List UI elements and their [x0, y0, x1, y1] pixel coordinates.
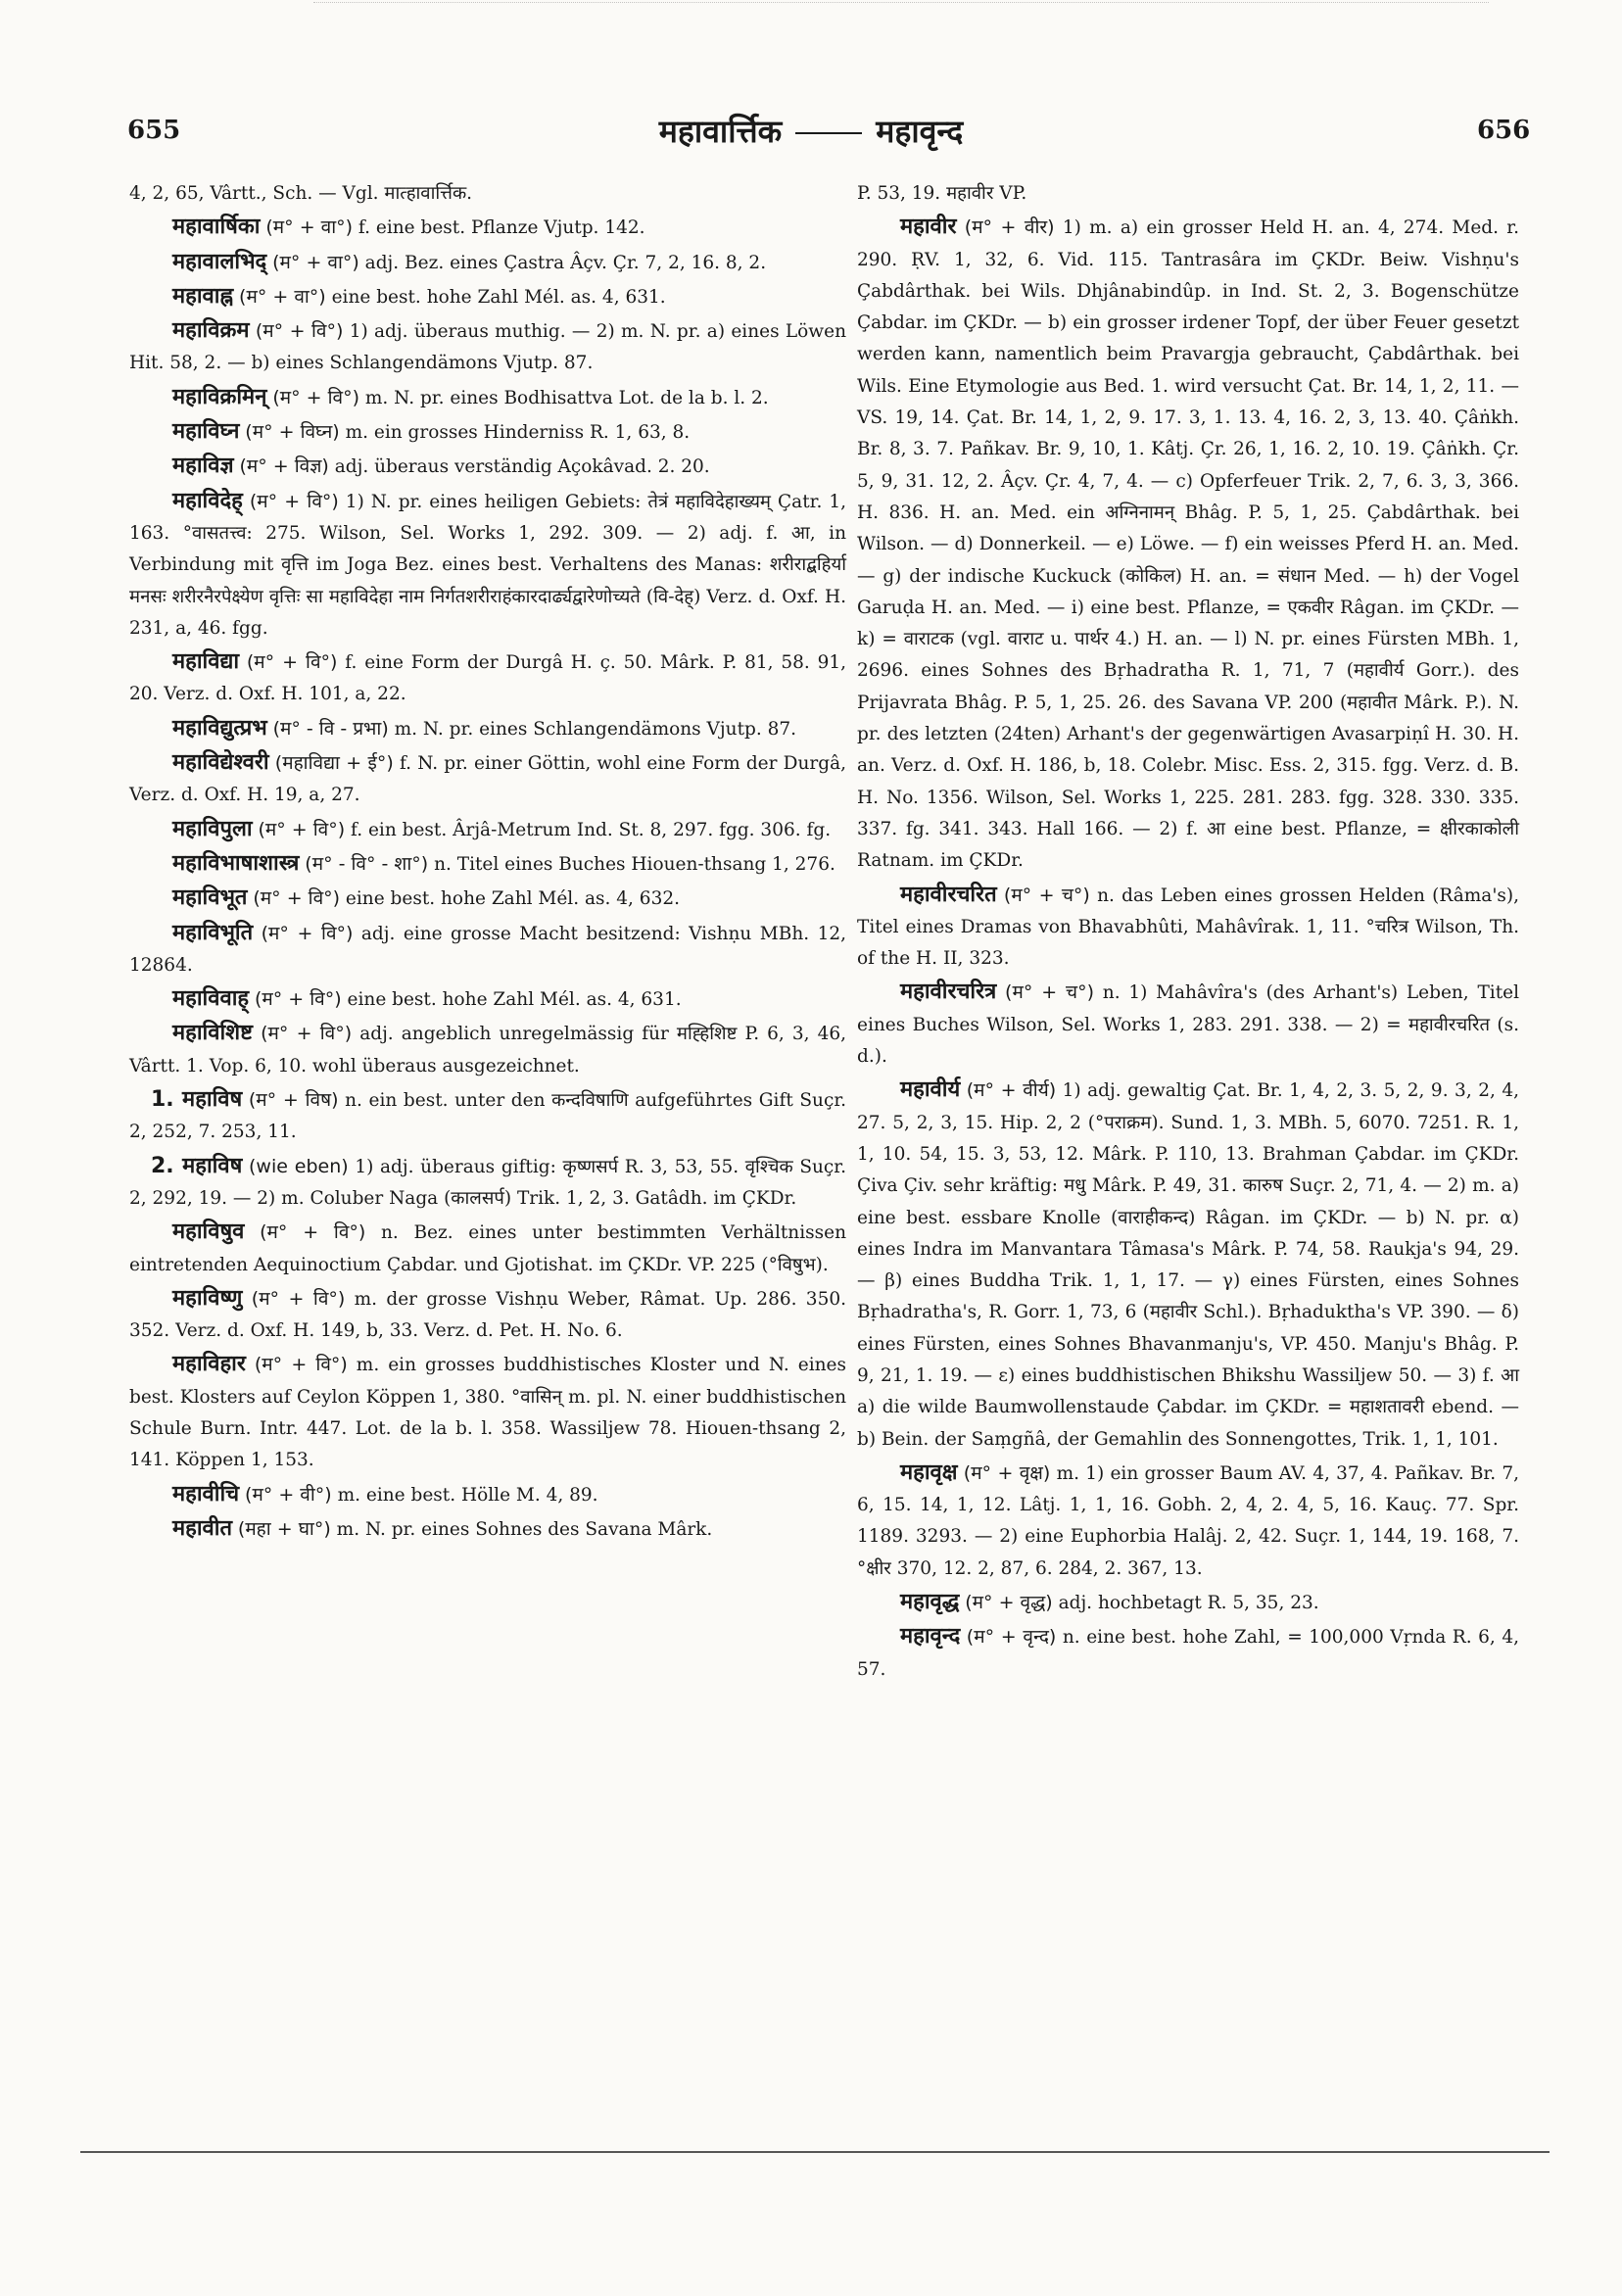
- entry-etymology: (wie eben): [249, 1155, 349, 1177]
- entry-definition: adj. eine grosse Macht besitzend: Vishṇu MBh. 12, 12864.: [129, 923, 846, 976]
- dictionary-entry: [129, 814, 846, 846]
- entry-headword: महाविभूति: [172, 920, 254, 945]
- entry-headword: महावृक्ष: [900, 1459, 958, 1485]
- entry-etymology: (म° + वि°): [246, 651, 338, 674]
- entry-headword: महाविषुव: [172, 1220, 245, 1245]
- entry-definition: n. 1) Mahâvîra's (des Arhant's) Leben, Titel eines Buches Wilson, Sel. Works 1, 283. 291. 338. — 2) = महावीरचरित (s. d.).: [857, 982, 1519, 1068]
- entry-definition: 1) adj. überaus muthig. — 2) m. N. pr. a) eines Löwen Hit. 58, 2. — b) eines Schlangendämons Vjutp. 87.: [129, 321, 847, 374]
- entry-headword: 2. महाविष: [151, 1153, 243, 1178]
- entry-definition: adj. überaus verständig Açokâvad. 2. 20.: [328, 456, 710, 478]
- entry-etymology: (म° + वि°): [260, 1221, 366, 1244]
- running-head-last: महावृन्द: [876, 113, 964, 150]
- entry-headword: महावीत: [172, 1515, 233, 1541]
- entry-headword: महावालभिद्: [172, 249, 267, 274]
- entry-headword: महावीर्य: [900, 1077, 961, 1103]
- dictionary-entry: [129, 1513, 846, 1546]
- entry-etymology: (म° + च°): [1005, 981, 1095, 1004]
- entry-etymology: (म° + वा°): [239, 285, 326, 308]
- entry-definition: eine best. hohe Zahl Mél. as. 4, 631.: [341, 989, 682, 1011]
- entry-etymology: (म° + वीर्य): [966, 1079, 1057, 1102]
- entry-definition: f. N. pr. einer Göttin, wohl eine Form der Durgâ, Verz. d. Oxf. H. 19, a, 27.: [129, 753, 846, 806]
- entry-definition: 1) adj. gewaltig Çat. Br. 1, 4, 2, 3. 5, 2, 9. 3, 2, 4, 27. 5, 2, 3, 15. Hip. 2, 2 (°पराक्रम). Sund. 1, 3. MBh. 5, 6070. 7251. R. 1, 1, 10. 54, 15. 3, 53, 12. Mârk. P. 110, 13. Brahman Çabdar. im ÇKDr. Çiva Çiv. sehr kräftig: मधु Mârk. P. 49, 31. कारुष Suçr. 2, 71, 4. — 2) m. a) eine best. essbare Knolle (वाराहीकन्द) Râgan. im ÇKDr. — b) N. pr. α) eines Indra im Manvantara Tâmasa's Mârk. P. 74, 58. Raukja's 94, 29. — β) eines Buddha Trik. 1, 1, 17. — γ) eines Fürsten, eines Sohnes Bṛhadratha's, R. Gorr. 1, 73, 6 (महावीर Schl.). Bṛhaduktha's VP. 390. — δ) eines Fürsten, eines Sohnes Bhavanmanju's, VP. 450. Manju's Bhâg. P. 9, 21, 1. 19. — ε) eines buddhistischen Bhikshu Wassiljew 50. — 3) f. आ a) die wilde Baumwollenstaude Çabdar. im ÇKDr. = महाशतावरी ebend. — b) Bein. der Saṃgñâ, der Gemahlin des Sonnengottes, Trik. 1, 1, 101.: [857, 1080, 1519, 1450]
- entry-etymology: (म° + च°): [1003, 884, 1090, 906]
- entry-headword: महाविद्युत्प्रभ: [172, 715, 267, 741]
- entry-etymology: (म° + वि°): [258, 818, 346, 840]
- dictionary-entry: [129, 747, 846, 812]
- entry-definition: n. Bez. eines unter bestimmten Verhältnissen eintretenden Aequinoctium Çabdar. und Gjotishat. im ÇKDr. VP. 225 (°विषुभ).: [129, 1222, 846, 1275]
- dictionary-entry: [129, 1018, 846, 1082]
- dictionary-entry: [857, 1075, 1519, 1456]
- running-head: [0, 110, 1622, 152]
- entry-headword: महाविक्रमिन्: [172, 384, 267, 409]
- dictionary-entry: [129, 1479, 846, 1511]
- entry-definition: m. N. pr. eines Sohnes des Savana Mârk.: [330, 1518, 713, 1540]
- entry-definition: n. ein best. unter den कन्दविषाणि aufgeführtes Gift Suçr. 2, 252, 7. 253, 11.: [129, 1090, 847, 1143]
- running-head-dash: [795, 132, 862, 134]
- entry-headword: महाविदेह्: [172, 488, 243, 513]
- entry-etymology: (महाविद्या + ई°): [274, 752, 394, 775]
- left-column: [129, 178, 846, 1548]
- dictionary-entry: [129, 1084, 846, 1149]
- entry-etymology: (म° + वि°): [253, 887, 341, 910]
- entry-headword: महाविक्रम: [172, 318, 250, 344]
- entry-etymology: (म° + वृक्ष): [963, 1461, 1051, 1484]
- entry-definition: f. ein best. Ârjâ-Metrum Ind. St. 8, 297. fgg. 306. fg.: [345, 819, 832, 840]
- entry-headword: महावृद्ध: [900, 1590, 960, 1615]
- entry-headword: महाविद्येश्वरी: [172, 750, 269, 776]
- page-number-left: 655: [127, 116, 181, 145]
- dictionary-entry: [857, 880, 1519, 976]
- dictionary-entry: [857, 977, 1519, 1073]
- entry-definition: eine best. hohe Zahl Mél. as. 4, 631.: [325, 286, 666, 308]
- entry-definition: adj. angeblich unregelmässig für मह्हिशिष्ट P. 6, 3, 46, Vârtt. 1. Vop. 6, 10. wohl überaus ausgezeichnet.: [129, 1024, 847, 1076]
- bottom-rule: [80, 2151, 1550, 2153]
- entry-etymology: (म° + वि°): [251, 1287, 346, 1310]
- dictionary-entry: [129, 315, 846, 380]
- dictionary-entry: [129, 713, 846, 745]
- entry-definition: n. das Leben eines grossen Helden (Râma's), Titel eines Dramas von Bhavabhûti, Mahâvîrak. 1, 11. °चरित्र Wilson, Th. of the H. II, 323.: [857, 885, 1519, 970]
- dictionary-entry: [129, 247, 846, 279]
- dictionary-entry: [129, 281, 846, 313]
- page-number-right: 656: [1477, 116, 1531, 145]
- entry-etymology: (म° + वा°): [265, 216, 354, 239]
- entry-definition: n. eine best. hohe Zahl, = 100,000 Vṛnda R. 6, 4, 57.: [857, 1627, 1519, 1680]
- entry-etymology: (म° - वि° - शा°): [305, 852, 429, 875]
- dictionary-entry: [857, 1587, 1519, 1619]
- entry-definition: 1) N. pr. eines heiligen Gebiets: तेत्रं महाविदेहाख्यम् Çatr. 1, 163. °वासतत्त्व: 275. Wilson, Sel. Works 1, 292. 309. — 2) adj. f. आ, in Verbindung mit वृत्ति im Joga Bez. eines best. Verhaltens des Manas: शरीराद्बहिर्या मनसः शरीरनैरपेक्ष्येण वृत्तिः सा महाविदेहा नाम निर्गतशरीराहंकारदार्ढ्यद्वारेणोच्यते (वि-देह्) Verz. d. Oxf. H. 231, a, 46. fgg.: [129, 491, 846, 639]
- dictionary-entry: [857, 1621, 1519, 1686]
- entry-etymology: (महा + घा°): [237, 1517, 331, 1540]
- entry-etymology: (म° + विष): [248, 1089, 339, 1112]
- entry-headword: महाविवाह्: [172, 986, 250, 1012]
- entry-definition: 4, 2, 65, Vârtt., Sch. — Vgl. मात्हावार्त्तिक.: [129, 183, 473, 204]
- entry-definition: f. eine Form der Durgâ H. ç. 50. Mârk. P. 81, 58. 91, 20. Verz. d. Oxf. H. 101, a, 22.: [129, 652, 847, 705]
- dictionary-entry: [129, 883, 846, 915]
- entry-etymology: (म° + वृन्द): [966, 1626, 1057, 1649]
- dictionary-entry: [129, 1283, 846, 1348]
- entry-etymology: (म° + वि°): [249, 490, 339, 512]
- entry-definition: f. eine best. Pflanze Vjutp. 142.: [353, 217, 645, 239]
- entry-headword: महाविभाषाशास्त्र: [172, 850, 300, 876]
- entry-headword: महावीर: [900, 215, 957, 240]
- scan-artifact: [313, 2, 1489, 9]
- dictionary-entry: [129, 918, 846, 982]
- dictionary-entry: [857, 178, 1519, 210]
- dictionary-entry: [129, 451, 846, 483]
- entry-etymology: (म° - वि - प्रभा): [272, 717, 389, 740]
- entry-etymology: (म° + वा°): [272, 251, 359, 273]
- entry-etymology: (म° + वि°): [255, 320, 344, 343]
- entry-etymology: (म° + वि°): [261, 1023, 353, 1045]
- entry-headword: महाविभूत: [172, 885, 248, 911]
- entry-definition: m. N. pr. eines Bodhisattva Lot. de la b. l. 2.: [359, 387, 769, 408]
- dictionary-entry: [129, 178, 846, 210]
- entry-definition: P. 53, 19. महावीर VP.: [857, 183, 1027, 204]
- entry-headword: महाविज्ञ: [172, 454, 234, 479]
- entry-headword: महावीरचरित्र: [900, 980, 997, 1005]
- dictionary-entry: [129, 1349, 846, 1476]
- entry-definition: m. der grosse Vishṇu Weber, Râmat. Up. 286. 350. 352. Verz. d. Oxf. H. 149, b, 33. Verz. d. Pet. H. No. 6.: [129, 1288, 846, 1342]
- entry-headword: महाविशिष्ट: [172, 1021, 253, 1046]
- entry-headword: महावाह्न: [172, 283, 234, 309]
- entry-headword: महावीरचरित: [900, 882, 997, 907]
- entry-etymology: (म° + विघ्न): [245, 421, 340, 444]
- dictionary-entry: [857, 212, 1519, 877]
- entry-definition: m. 1) ein grosser Baum AV. 4, 37, 4. Pañkav. Br. 7, 6, 15. 14, 1, 12. Lâtj. 1, 1, 16. Gobh. 2, 4, 2. 4, 5, 16. Kauç. 77. Spr. 1189. 3293. — 2) eine Euphorbia Halâj. 2, 42. Suçr. 1, 144, 19. 168, 7. °क्षीर 370, 12. 2, 87, 6. 284, 2. 367, 13.: [857, 1462, 1519, 1579]
- dictionary-entry: [129, 1151, 846, 1216]
- entry-etymology: (म° + वीर): [964, 216, 1055, 239]
- entry-definition: m. N. pr. eines Schlangendämons Vjutp. 87.: [388, 718, 797, 740]
- dictionary-entry: [129, 1217, 846, 1281]
- dictionary-entry: [129, 848, 846, 881]
- entry-headword: महावृन्द: [900, 1624, 961, 1650]
- entry-headword: महाविघ्न: [172, 419, 240, 445]
- entry-definition: m. ein grosses Hinderniss R. 1, 63, 8.: [339, 422, 691, 444]
- running-head-first: महावार्त्तिक: [658, 113, 783, 150]
- entry-definition: m. eine best. Hölle M. 4, 89.: [331, 1484, 598, 1506]
- entry-headword: महाविहार: [172, 1352, 246, 1377]
- entry-headword: महावार्षिका: [172, 215, 261, 240]
- dictionary-entry: [129, 382, 846, 414]
- entry-definition: n. Titel eines Buches Hiouen-thsang 1, 276.: [428, 853, 835, 875]
- entry-etymology: (म° + वि°): [254, 988, 342, 1011]
- entry-etymology: (म° + वि°): [254, 1354, 348, 1376]
- entry-headword: महाविष्णु: [172, 1285, 243, 1311]
- entry-etymology: (म° + वि°): [261, 922, 354, 944]
- entry-definition: eine best. hohe Zahl Mél. as. 4, 632.: [340, 888, 680, 910]
- dictionary-entry: [129, 212, 846, 244]
- entry-definition: 1) m. a) ein grosser Held H. an. 4, 274. Med. r. 290. ṚV. 1, 32, 6. Vid. 115. Tantrasâra im ÇKDr. Beiw. Vishṇu's Çabdârthak. bei Wils. Dhjânabindûp. in Ind. St. 2, 3. Bogenschütze Çabdar. im ÇKDr. — b) ein grosser irdener Topf, der über Feuer gesetzt werden kann, namentlich beim Pravargja gebraucht, Çabdârthak. bei Wils. Eine Etymologie aus Bed. 1. wird versucht Çat. Br. 14, 1, 2, 11. — VS. 19, 14. Çat. Br. 14, 1, 2, 9. 17. 3, 1. 13. 4, 16. 2, 3, 13. 40. Çâṅkh. Br. 8, 3. 7. Pañkav. Br. 9, 10, 1. Kâtj. Çr. 26, 1, 16. 2, 10. 19. Çâṅkh. Çr. 5, 9, 31. 12, 2. Âçv. Çr. 4, 7, 4. — c) Opferfeuer Trik. 2, 7, 6. 3, 3, 366. H. 836. H. an. Med. ein अग्निनामन् Bhâg. P. 5, 1, 25. Çabdârthak. bei Wilson. — d) Donnerkeil. — e) Löwe. — f) ein weisses Pferd H. an. Med. — g) der indische Kuckuck (कोकिल) H. an. = संधान Med. — h) der Vogel Garuḍa H. an. Med. — i) eine best. Pflanze, = एकवीर Râgan. im ÇKDr. — k) = वाराटक (vgl. वाराट u. पार्थर 4.) H. an. — l) N. pr. eines Fürsten MBh. 1, 2696. eines Sohnes des Bṛhadratha R. 1, 71, 7 (महावीर्य Gorr.). des Prijavrata Bhâg. P. 5, 1, 25. 26. des Savana VP. 200 (महावीत Mârk. P.). N. pr. des letzten (24ten) Arhant's der gegenwärtigen Avasarpiṇî H. 30. H. an. Verz. d. Oxf. H. 186, b, 18. Colebr. Misc. Ess. 2, 315. fgg. Verz. d. B. H. No. 1356. Wilson, Sel. Works 1, 225. 281. 283. fgg. 328. 330. 335. 337. fg. 341. 343. Hall 166. — 2) f. आ eine best. Pflanze, = क्षीरकाकोली Ratnam. im ÇKDr.: [857, 217, 1519, 872]
- dictionary-entry: [129, 983, 846, 1016]
- entry-headword: 1. महाविष: [151, 1087, 243, 1113]
- entry-definition: adj. Bez. eines Çastra Âçv. Çr. 7, 2, 16. 8, 2.: [358, 252, 767, 273]
- entry-etymology: (म° + वी°): [245, 1483, 332, 1506]
- entry-definition: m. ein grosses buddhistisches Kloster und N. eines best. Klosters auf Ceylon Köppen 1, 380. °वासिन् m. pl. N. einer buddhistischen Schule Burn. Intr. 447. Lot. de la b. l. 358. Wassiljew 78. Hiouen-thsang 2, 141. Köppen 1, 153.: [129, 1355, 846, 1471]
- dictionary-entry: [129, 646, 846, 711]
- dictionary-entry: [129, 416, 846, 449]
- entry-headword: महाविपुला: [172, 816, 253, 841]
- entry-etymology: (म° + विज्ञ): [239, 455, 329, 478]
- dictionary-entry: [857, 1458, 1519, 1585]
- entry-headword: महाविद्या: [172, 649, 240, 675]
- entry-etymology: (म° + वृद्ध): [965, 1592, 1053, 1614]
- entry-headword: महावीचि: [172, 1481, 240, 1507]
- entry-definition: 1) adj. überaus giftig: कृष्णसर्प R. 3, 53, 55. वृश्चिक Suçr. 2, 292, 19. — 2) m. Coluber Naga (कालसर्प) Trik. 1, 2, 3. Gatâdh. im ÇKDr.: [129, 1156, 846, 1209]
- dictionary-entry: [129, 486, 846, 645]
- right-column: [857, 178, 1519, 1688]
- entry-definition: adj. hochbetagt R. 5, 35, 23.: [1052, 1593, 1319, 1614]
- entry-etymology: (म° + वि°): [272, 386, 359, 408]
